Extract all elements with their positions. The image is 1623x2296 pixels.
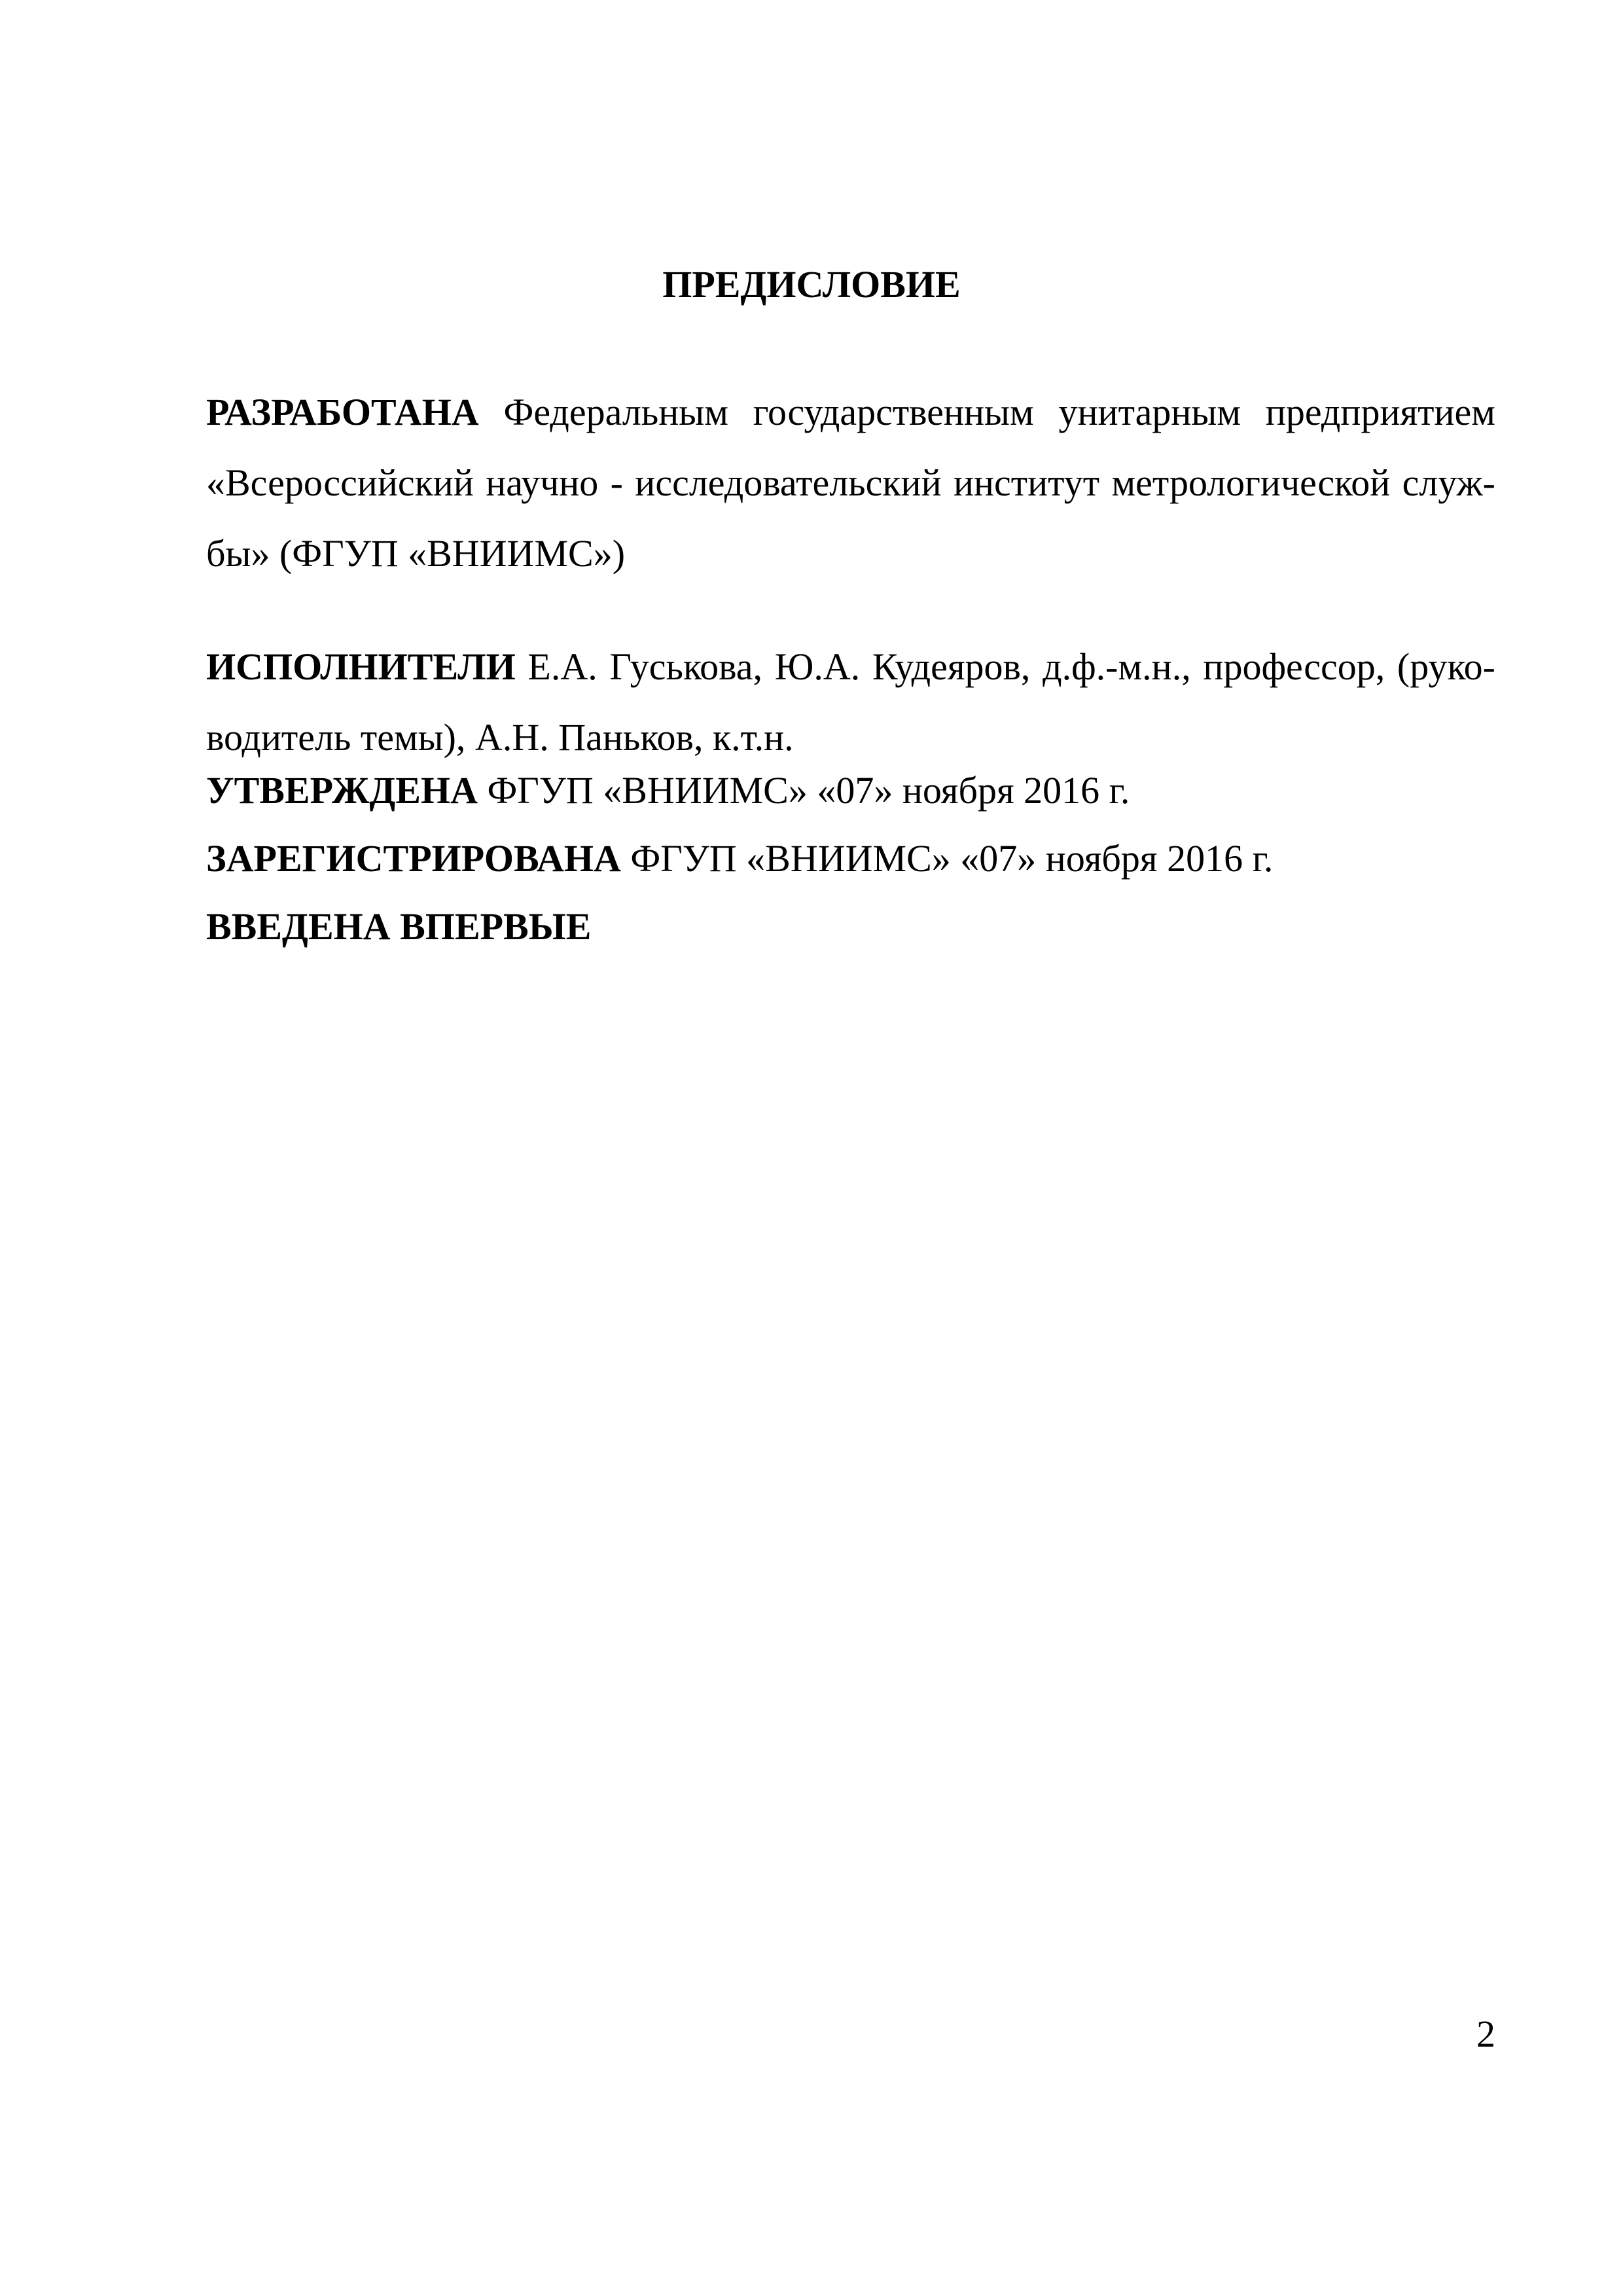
approved-text: ФГУП «ВНИИМС» «07» ноября 2016 г. <box>487 769 1130 812</box>
introduced-line: ВВЕДЕНА ВПЕРВЫЕ <box>206 905 592 948</box>
approved-lead: УТВЕРЖДЕНА <box>206 769 478 812</box>
registered-lead: ЗАРЕГИСТРИРОВАНА <box>206 837 621 880</box>
authors-paragraph <box>206 632 1495 773</box>
developer-lead: РАЗРАБОТАНА <box>206 391 479 433</box>
page-title: ПРЕДИСЛОВИЕ <box>662 263 961 306</box>
registered-text: ФГУП «ВНИИМС» «07» ноября 2016 г. <box>630 837 1274 880</box>
authors-text: Е.А. Гуськова, Ю.А. Кудеяров, д.ф.-м.н., профессор, (руко-водитель темы), А.Н. Паньков, к.т.н. <box>206 645 1495 759</box>
developer-text: Федеральным государственным унитарным предприятием «Всероссийский научно - исследовательский институт метрологической служ-бы» (ФГУП «ВНИИМС») <box>206 391 1495 575</box>
authors-lead: ИСПОЛНИТЕЛИ <box>206 645 516 688</box>
registered-line <box>206 833 1495 885</box>
page-number: 2 <box>1476 2013 1495 2055</box>
approved-line <box>206 764 1495 817</box>
developer-paragraph <box>206 377 1495 589</box>
